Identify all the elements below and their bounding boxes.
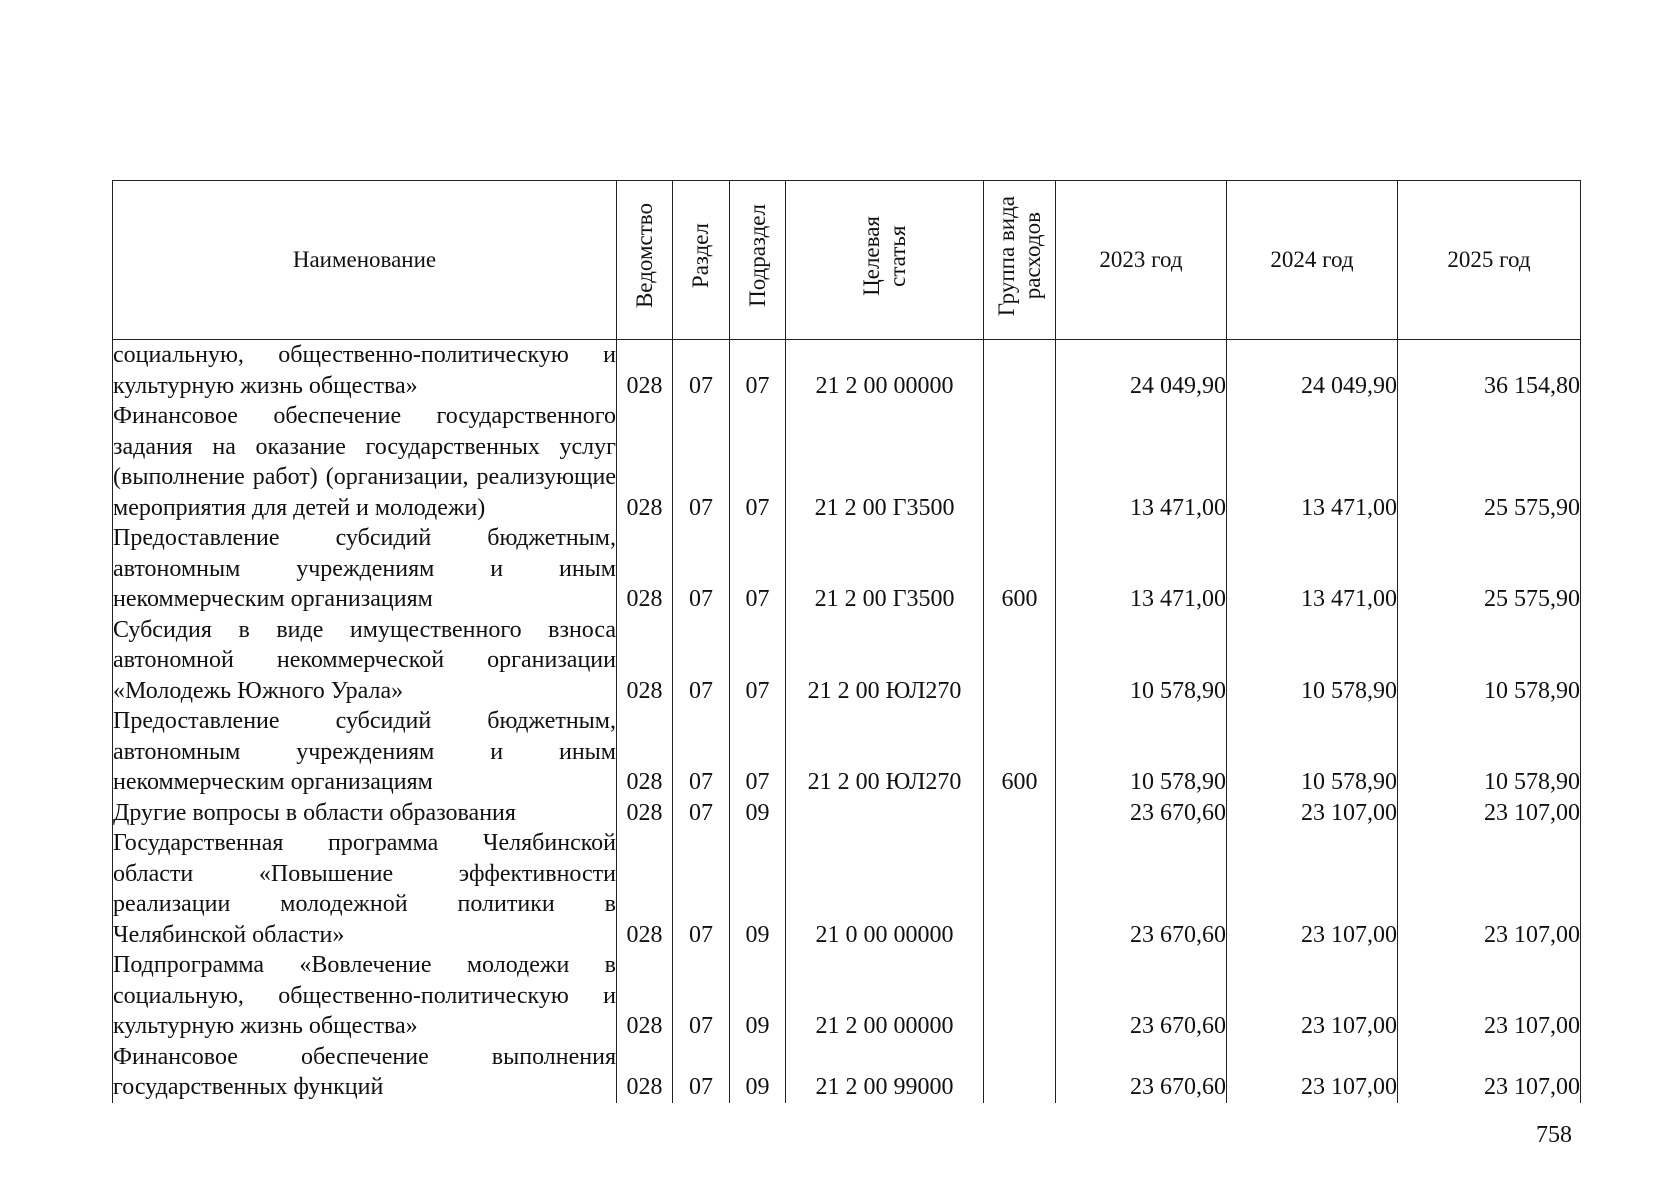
row-section: 07 [673,340,730,402]
row-department: 028 [617,1042,673,1103]
row-subsection: 07 [730,340,786,402]
row-2023: 10 578,90 [1056,615,1227,707]
row-department: 028 [617,401,673,523]
row-2024: 13 471,00 [1227,401,1398,523]
table-row [113,523,1581,615]
row-department: 028 [617,615,673,707]
row-department: 028 [617,340,673,402]
row-target-article: 21 2 00 99000 [786,1042,984,1103]
header-expense-group-line2: расходов [1019,212,1045,300]
table-row [113,828,1581,950]
table-row [113,340,1581,402]
table-row [113,401,1581,523]
header-target-article [786,181,984,340]
row-name: Предоставление субсидий бюджетным, автономным учреждениям и иным некоммерческим организациям [113,706,617,798]
header-expense-group [984,181,1056,340]
row-name: Другие вопросы в области образования [113,798,617,829]
row-subsection: 07 [730,401,786,523]
row-section: 07 [673,706,730,798]
row-2023: 23 670,60 [1056,950,1227,1042]
row-2025: 25 575,90 [1398,401,1581,523]
row-name: социальную, общественно-политическую и культурную жизнь общества» [113,340,617,402]
row-name: Предоставление субсидий бюджетным, автономным учреждениям и иным некоммерческим организациям [113,523,617,615]
header-section: Раздел [673,181,730,340]
row-target-article: 21 2 00 00000 [786,950,984,1042]
table-row [113,1042,1581,1103]
row-subsection: 07 [730,523,786,615]
row-2025: 36 154,80 [1398,340,1581,402]
row-expense-group: 600 [984,523,1056,615]
row-2024: 13 471,00 [1227,523,1398,615]
row-subsection: 07 [730,706,786,798]
budget-table [112,180,1581,1103]
row-department: 028 [617,706,673,798]
header-2023: 2023 год [1056,181,1227,340]
row-2025: 25 575,90 [1398,523,1581,615]
row-2023: 13 471,00 [1056,523,1227,615]
header-2025: 2025 год [1398,181,1581,340]
row-name: Государственная программа Челябинской области «Повышение эффективности реализации молодежной политики в Челябинской области» [113,828,617,950]
row-section: 07 [673,523,730,615]
row-expense-group [984,401,1056,523]
header-target-article-line2: статья [884,225,910,287]
row-target-article: 21 2 00 ЮЛ270 [786,706,984,798]
row-target-article: 21 2 00 Г3500 [786,401,984,523]
table-header [113,181,1581,340]
table-row [113,706,1581,798]
row-section: 07 [673,615,730,707]
row-department: 028 [617,523,673,615]
row-department: 028 [617,950,673,1042]
row-2024: 23 107,00 [1227,798,1398,829]
header-subsection: Подраздел [730,181,786,340]
row-subsection: 09 [730,828,786,950]
row-subsection: 09 [730,950,786,1042]
row-expense-group [984,828,1056,950]
header-expense-group-line1: Группа вида [993,195,1019,316]
header-name: Наименование [113,181,617,340]
table-row [113,798,1581,829]
row-2025: 23 107,00 [1398,798,1581,829]
row-2025: 23 107,00 [1398,828,1581,950]
table-row [113,615,1581,707]
row-2024: 23 107,00 [1227,828,1398,950]
row-department: 028 [617,798,673,829]
header-target-article-line1: Целевая [858,215,884,296]
row-expense-group [984,615,1056,707]
row-name: Финансовое обеспечение государственного задания на оказание государственных услуг (выполнение работ) (организации, реализующие мероприятия для детей и молодежи) [113,401,617,523]
row-2023: 23 670,60 [1056,1042,1227,1103]
row-2023: 23 670,60 [1056,798,1227,829]
row-section: 07 [673,950,730,1042]
row-2024: 23 107,00 [1227,950,1398,1042]
row-target-article: 21 0 00 00000 [786,828,984,950]
row-name: Подпрограмма «Вовлечение молодежи в социальную, общественно-политическую и культурную жизнь общества» [113,950,617,1042]
row-expense-group [984,340,1056,402]
row-2024: 10 578,90 [1227,706,1398,798]
row-subsection: 07 [730,615,786,707]
row-2023: 24 049,90 [1056,340,1227,402]
row-target-article: 21 2 00 Г3500 [786,523,984,615]
row-2025: 10 578,90 [1398,615,1581,707]
table-row [113,950,1581,1042]
row-department: 028 [617,828,673,950]
row-2025: 23 107,00 [1398,950,1581,1042]
row-target-article: 21 2 00 00000 [786,340,984,402]
row-2024: 23 107,00 [1227,1042,1398,1103]
row-expense-group [984,950,1056,1042]
row-section: 07 [673,401,730,523]
row-2025: 10 578,90 [1398,706,1581,798]
row-section: 07 [673,798,730,829]
table-body [113,340,1581,1103]
row-name: Субсидия в виде имущественного взноса автономной некоммерческой организации «Молодежь Южного Урала» [113,615,617,707]
header-department: Ведомство [617,181,673,340]
row-2023: 13 471,00 [1056,401,1227,523]
row-2025: 23 107,00 [1398,1042,1581,1103]
row-target-article: 21 2 00 ЮЛ270 [786,615,984,707]
row-section: 07 [673,1042,730,1103]
row-section: 07 [673,828,730,950]
row-2024: 10 578,90 [1227,615,1398,707]
row-expense-group [984,1042,1056,1103]
row-subsection: 09 [730,798,786,829]
header-2024: 2024 год [1227,181,1398,340]
page-number: 758 [1536,1122,1572,1148]
row-subsection: 09 [730,1042,786,1103]
row-target-article [786,798,984,829]
row-2024: 24 049,90 [1227,340,1398,402]
row-2023: 23 670,60 [1056,828,1227,950]
row-expense-group [984,798,1056,829]
row-2023: 10 578,90 [1056,706,1227,798]
row-name: Финансовое обеспечение выполнения государственных функций [113,1042,617,1103]
row-expense-group: 600 [984,706,1056,798]
